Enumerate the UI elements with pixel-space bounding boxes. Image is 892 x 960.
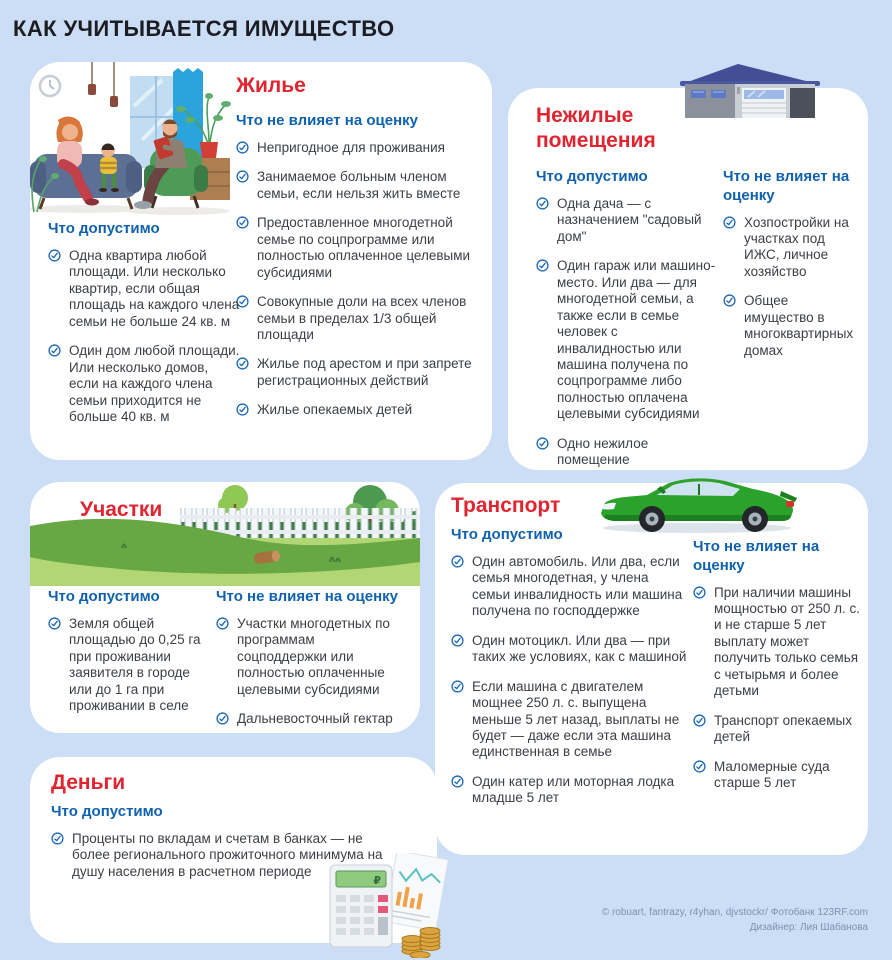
nonresidential-allowed-column — [536, 168, 716, 482]
item-list — [48, 616, 210, 715]
item-text: Один гараж или машино-место. Или два — для многодетной семьи, а также если в семье человек с инвалидностью или машина получена по соцпрограмме либо полностью оплачена целевыми субсидиями — [557, 258, 716, 422]
list-item — [51, 831, 391, 880]
list-item — [451, 679, 689, 761]
list-item — [723, 215, 851, 281]
check-circle-icon — [48, 249, 61, 262]
list-item — [48, 343, 240, 425]
credits-line: © robuart, fantrazy, r4yhan, djvstockr/ Фотобанк 123RF.com — [601, 907, 868, 918]
item-text: Жилье под арестом и при запрете регистрационных действий — [257, 356, 472, 388]
check-circle-icon — [723, 216, 736, 229]
item-text: Транспорт опекаемых детей — [714, 712, 852, 745]
list-item — [723, 293, 854, 359]
card-money — [30, 757, 437, 943]
transport-allowed-column — [451, 526, 689, 820]
land-excluded-column — [216, 588, 408, 741]
item-list — [536, 196, 716, 469]
housing-allowed-column — [48, 220, 240, 438]
item-list — [693, 585, 861, 792]
check-circle-icon — [48, 617, 61, 630]
column-heading: Что не влияет на оценку — [693, 538, 820, 574]
list-item — [236, 169, 484, 202]
item-text: Если машина с двигателем мощнее 250 л. с. выпущена меньше 5 лет назад, выплаты не будет — даже если эта машина единственная в семье — [472, 678, 680, 760]
list-item — [693, 713, 861, 746]
card-money-title: Деньги — [51, 771, 126, 794]
card-land-title: Участки — [80, 498, 163, 521]
list-item — [216, 711, 408, 727]
item-text: При наличии машины мощностью от 250 л. с. и не старше 5 лет выплату может получить только семья с четырьмя и более детьми — [714, 584, 861, 699]
check-circle-icon — [536, 259, 549, 272]
footer-credits — [602, 905, 868, 935]
check-circle-icon — [451, 775, 464, 788]
column-heading: Что не влияет на оценку — [723, 168, 850, 204]
housing-excluded-column — [236, 112, 484, 432]
list-item — [451, 633, 689, 666]
check-circle-icon — [236, 170, 249, 183]
item-list — [723, 214, 854, 360]
check-circle-icon — [693, 714, 706, 727]
item-text: Один мотоцикл. Или два — при таких же условиях, как с машиной — [472, 632, 687, 665]
check-circle-icon — [723, 294, 736, 307]
check-circle-icon — [451, 680, 464, 693]
list-item — [236, 402, 484, 418]
check-circle-icon — [451, 634, 464, 647]
check-circle-icon — [51, 832, 64, 845]
item-text: Проценты по вкладам и счетам в банках — не более регионального прожиточного минимума на душу населения в расчетном периоде — [72, 830, 383, 879]
card-transport — [435, 483, 868, 855]
column-heading: Что допустимо — [536, 168, 648, 185]
item-text: Одна дача — с назначением "садовый дом" — [557, 195, 702, 244]
designer-line: Дизайнер: Лия Шабанова — [749, 922, 868, 933]
list-item — [451, 774, 689, 807]
list-item — [536, 436, 716, 469]
check-circle-icon — [216, 712, 229, 725]
list-item — [236, 140, 484, 156]
item-text: Непригодное для проживания — [257, 139, 445, 155]
list-item — [693, 585, 861, 700]
svg-text:₽: ₽ — [373, 875, 381, 887]
check-circle-icon — [693, 760, 706, 773]
transport-excluded-column — [693, 538, 861, 805]
card-housing — [30, 62, 492, 460]
item-text: Одно нежилое помещение — [557, 435, 649, 468]
list-item — [236, 356, 484, 389]
item-text: Один дом любой площади. Или несколько домов, если на каждого члена семьи приходится не больше 40 кв. м — [69, 343, 240, 424]
card-housing-title: Жилье — [236, 74, 306, 97]
item-text: Хозпостройки на участках под ИЖС, личное хозяйство — [744, 214, 849, 279]
column-heading: Что допустимо — [451, 526, 563, 543]
item-text: Предоставленное многодетной семье по соцпрограмме или полностью оплаченное целевыми субсидиями — [257, 215, 471, 280]
list-item — [536, 258, 716, 423]
item-list — [236, 140, 484, 419]
item-text: Общее имущество в многоквартирных домах — [744, 293, 854, 358]
item-text: Дальневосточный гектар — [237, 711, 393, 727]
card-land — [30, 482, 420, 733]
card-transport-title: Транспорт — [451, 494, 561, 517]
item-text: Один автомобиль. Или два, если семья многодетная, у члена семьи инвалидность или машина получена по господдержке — [472, 553, 683, 619]
money-allowed-column — [51, 803, 391, 893]
check-circle-icon — [236, 141, 249, 154]
item-text: Жилье опекаемых детей — [257, 402, 413, 418]
list-item — [216, 616, 408, 698]
check-circle-icon — [216, 617, 229, 630]
column-heading: Что допустимо — [51, 803, 163, 820]
column-heading: Что не влияет на оценку — [216, 588, 398, 605]
item-text: Одна квартира любой площади. Или несколько квартир, если общая площадь на каждого члена семьи не больше 24 кв. м — [69, 247, 240, 329]
card-nonresidential-title: Нежилые помещения — [536, 104, 656, 152]
list-item — [536, 196, 716, 245]
list-item — [48, 616, 210, 715]
land-allowed-column — [48, 588, 210, 728]
item-list — [48, 248, 240, 426]
list-item — [236, 294, 484, 343]
check-circle-icon — [48, 344, 61, 357]
item-list — [451, 554, 689, 807]
item-text: Один катер или моторная лодка младше 5 лет — [472, 773, 675, 806]
garage-illustration — [680, 60, 820, 118]
column-heading: Что не влияет на оценку — [236, 112, 418, 129]
item-list — [216, 616, 408, 728]
list-item — [236, 215, 484, 281]
list-item — [451, 554, 689, 620]
check-circle-icon — [693, 586, 706, 599]
nonresidential-excluded-column — [723, 168, 854, 372]
item-text: Участки многодетных по программам соцподдержки или полностью оплаченные целевыми субсидиями — [237, 615, 390, 697]
check-circle-icon — [451, 555, 464, 568]
item-list — [51, 831, 391, 880]
item-text: Маломерные суда старше 5 лет — [714, 758, 830, 791]
item-text: Совокупные доли на всех членов семьи в пределах 1/3 общей площади — [257, 294, 467, 342]
list-item — [48, 248, 240, 330]
card-nonresidential — [508, 88, 868, 470]
check-circle-icon — [536, 437, 549, 450]
item-text: Занимаемое больным членом семьи, если нельзя жить вместе — [257, 169, 461, 201]
check-circle-icon — [536, 197, 549, 210]
page-title: КАК УЧИТЫВАЕТСЯ ИМУЩЕСТВО — [13, 16, 395, 41]
column-heading: Что допустимо — [48, 588, 160, 605]
item-text: Земля общей площадью до 0,25 га при проживании заявителя в городе или до 1 га при проживании в селе — [69, 615, 201, 714]
family-living-room-illustration — [30, 62, 235, 217]
list-item — [693, 759, 861, 792]
column-heading: Что допустимо — [48, 220, 160, 237]
